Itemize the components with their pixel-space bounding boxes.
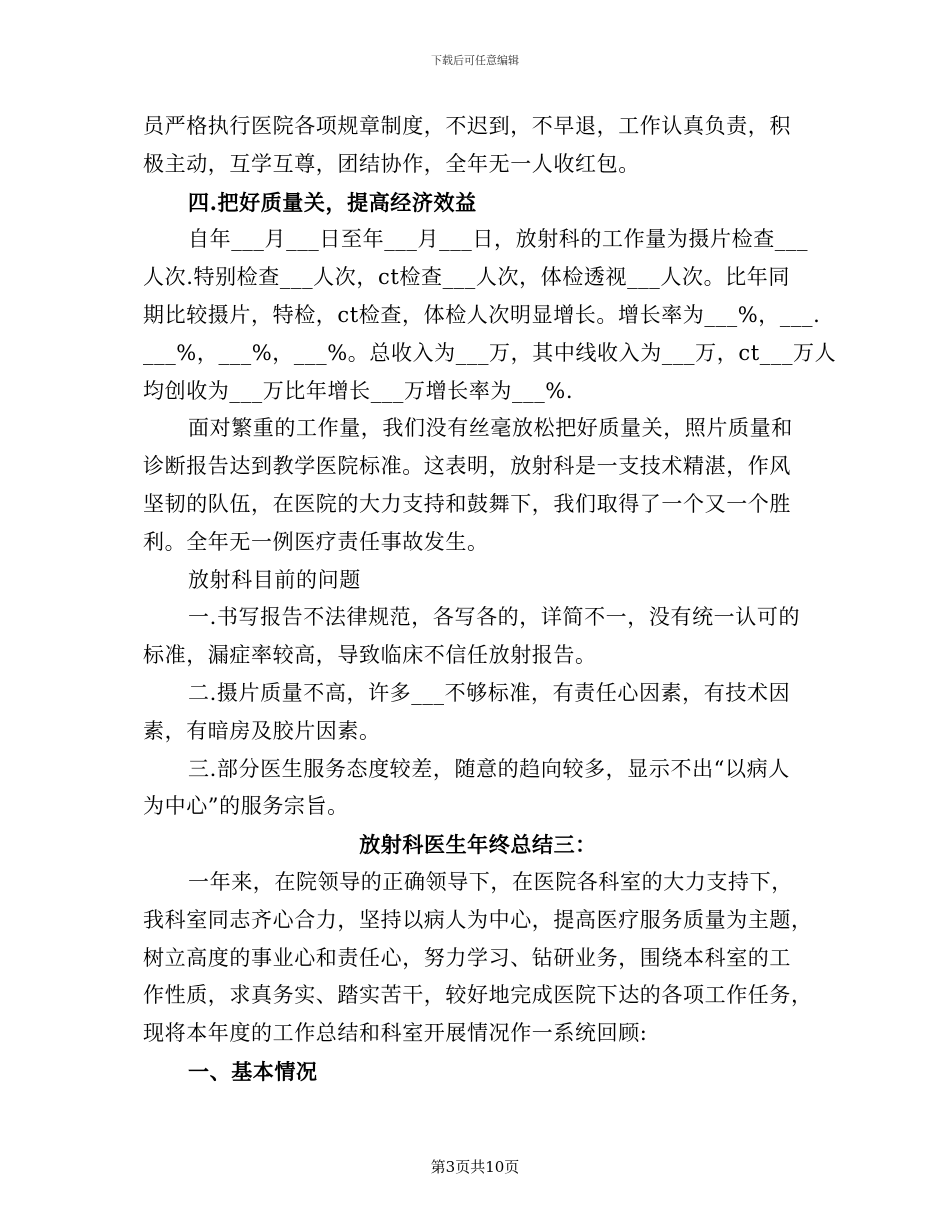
- paragraph-line: 三.部分医生服务态度较差，随意的趋向较多，显示不出“以病人: [188, 756, 790, 781]
- section-heading: 四.把好质量关，提高经济效益: [188, 189, 477, 215]
- page-number: 第3页共10页: [430, 1158, 520, 1176]
- paragraph-line: 二.摄片质量不高，许多___不够标准，有责任心因素，有技术因: [188, 680, 791, 705]
- paragraph-line: ___%，___%，___%。总收入为___万，其中线收入为___万，ct___万人: [143, 340, 837, 365]
- paragraph-line: 我科室同志齐心合力，坚持以病人为中心，提高医疗服务质量为主题，: [143, 907, 813, 932]
- paragraph-line: 自年___月___日至年___月___日，放射科的工作量为摄片检查___: [188, 227, 809, 252]
- paragraph-line: 利。全年无一例医疗责任事故发生。: [143, 529, 489, 554]
- section-heading: 一、基本情况: [188, 1058, 318, 1084]
- page-header-note: 下载后可任意编辑: [431, 54, 519, 67]
- paragraph-line: 人次.特别检查___人次，ct检查___人次，体检透视___人次。比年同: [143, 265, 790, 290]
- paragraph-line: 均创收为___万比年增长___万增长率为___%.: [143, 378, 574, 403]
- subsection-title: 放射科目前的问题: [188, 567, 361, 592]
- paragraph-line: 期比较摄片，特检，ct检查，体检人次明显增长。增长率为___%，___.: [143, 302, 821, 327]
- paragraph-line: 现将本年度的工作总结和科室开展情况作一系统回顾:: [143, 1021, 648, 1046]
- paragraph-line: 一.书写报告不法律规范，各写各的，详简不一，没有统一认可的: [188, 605, 801, 630]
- paragraph-line: 树立高度的事业心和责任心，努力学习、钻研业务，围绕本科室的工: [143, 945, 791, 970]
- paragraph-line: 坚韧的队伍，在医院的大力支持和鼓舞下，我们取得了一个又一个胜: [143, 491, 791, 516]
- paragraph-line: 诊断报告达到教学医院标准。这表明，放射科是一支技术精湛，作风: [143, 454, 791, 479]
- paragraph-line: 标准，漏症率较高，导致临床不信任放射报告。: [143, 643, 597, 668]
- paragraph-line: 面对繁重的工作量，我们没有丝毫放松把好质量关，照片质量和: [188, 416, 793, 441]
- paragraph-line: 一年来，在院领导的正确领导下，在医院各科室的大力支持下，: [188, 869, 793, 894]
- document-body: [143, 108, 837, 1091]
- paragraph-line: 为中心”的服务宗旨。: [143, 794, 349, 819]
- paragraph-line: 员严格执行医院各项规章制度，不迟到，不早退，工作认真负责，积: [143, 114, 791, 138]
- section-title: 放射科医生年终总结三：: [359, 832, 597, 858]
- paragraph-line: 作性质，求真务实、踏实苦干，较好地完成医院下达的各项工作任务，: [143, 983, 813, 1008]
- paragraph-line: 极主动，互学互尊，团结协作，全年无一人收红包。: [143, 151, 640, 176]
- paragraph-line: 素，有暗房及胶片因素。: [143, 718, 381, 743]
